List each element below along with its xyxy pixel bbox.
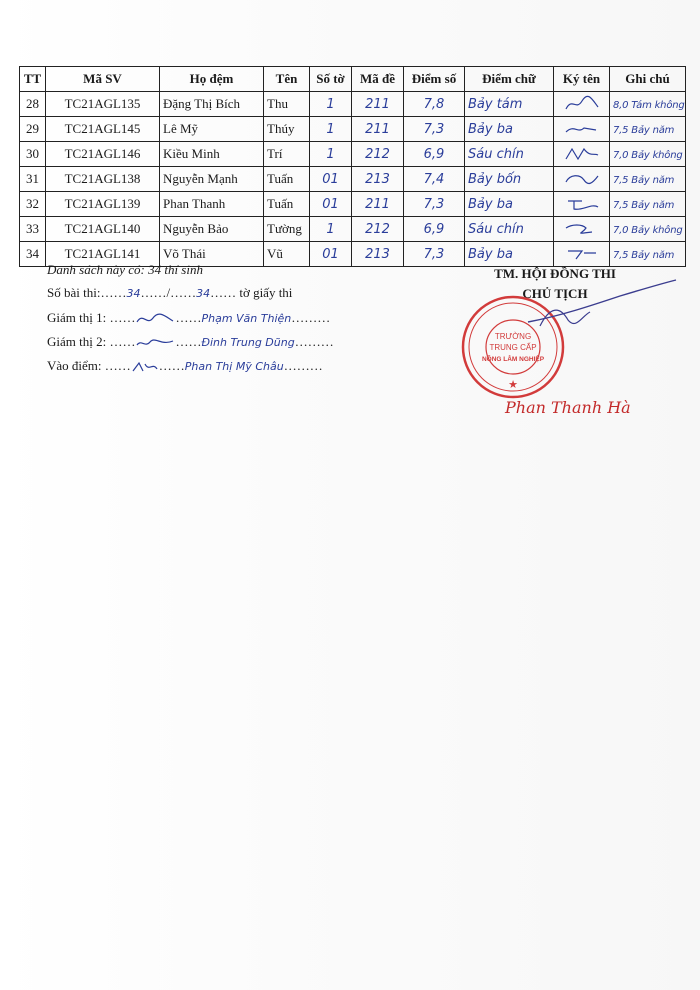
row-ho-dem (160, 167, 264, 192)
row-ma-de (352, 167, 404, 192)
header-ma-sv: Mã SV (46, 67, 160, 92)
row-tt-text: 29 (26, 121, 39, 136)
candidate-count-note: Danh sách này có: 34 thí sinh (47, 262, 203, 277)
row-ho-dem-text: Kiều Minh (163, 146, 220, 161)
row-ma-sv (46, 192, 160, 217)
grades-table (19, 66, 686, 267)
row-so-to-text: 01 (322, 197, 339, 212)
row-ghi-chu (610, 117, 686, 142)
row-signature (554, 92, 610, 117)
row-ghi-chu (610, 242, 686, 267)
row-diem-chu-text: Sáu chín (468, 147, 524, 162)
exam-count-line: Số bài thi:……34……/……34…… tờ giấy thi (47, 285, 293, 300)
row-signature (554, 117, 610, 142)
row-diem-chu (465, 142, 554, 167)
table-row (20, 217, 686, 242)
table-header-row (20, 67, 686, 92)
row-ma-de-text: 213 (365, 247, 390, 262)
row-ghi-chu-text: 7,5 Bảy năm (613, 175, 675, 186)
row-ma-sv (46, 217, 160, 242)
row-signature (554, 192, 610, 217)
council-chair-title: CHỦ TỊCH (522, 286, 588, 301)
row-ma-de-text: 211 (365, 197, 390, 212)
row-diem-chu-text: Bảy ba (468, 197, 513, 212)
row-diem-chu-text: Bảy bốn (468, 172, 522, 187)
row-ma-de-text: 211 (365, 97, 390, 112)
row-ma-de (352, 192, 404, 217)
row-ma-sv (46, 92, 160, 117)
row-ghi-chu (610, 217, 686, 242)
header-ten: Tên (264, 67, 310, 92)
row-diem-chu-text: Sáu chín (468, 222, 524, 237)
row-ma-de (352, 217, 404, 242)
row-diem-so-text: 7,4 (423, 172, 445, 187)
row-tt (20, 217, 46, 242)
row-ten (264, 217, 310, 242)
row-tt-text: 33 (26, 221, 39, 236)
table-row (20, 92, 686, 117)
row-ten (264, 242, 310, 267)
row-signature (554, 142, 610, 167)
row-so-to-text: 1 (326, 97, 335, 112)
invigilator-1-name: Phạm Văn Thiện (201, 312, 292, 325)
table-row (20, 192, 686, 217)
row-ten-text: Tuấn (267, 196, 294, 211)
row-diem-chu (465, 92, 554, 117)
header-so-to: Số tờ (310, 67, 352, 92)
row-diem-so-text: 7,3 (423, 197, 445, 212)
row-ten-text: Thúy (267, 121, 295, 136)
row-tt (20, 142, 46, 167)
invigilator-1-label: Giám thị 1: (47, 310, 107, 325)
row-so-to (310, 167, 352, 192)
row-ma-sv (46, 142, 160, 167)
row-diem-so-text: 6,9 (423, 222, 445, 237)
row-diem-so (404, 117, 465, 142)
row-diem-chu (465, 192, 554, 217)
row-diem-so (404, 217, 465, 242)
exam-count-value-1: 34 (126, 287, 141, 300)
header-diem-so: Điểm số (404, 67, 465, 92)
seal-text-line-1: TRƯỜNG (494, 332, 532, 341)
row-so-to-text: 1 (326, 222, 335, 237)
row-diem-so (404, 192, 465, 217)
row-ho-dem (160, 92, 264, 117)
row-ma-de (352, 242, 404, 267)
student-signature (562, 195, 602, 213)
row-ten (264, 192, 310, 217)
row-ghi-chu-text: 8,0 Tám không (613, 100, 685, 111)
row-ghi-chu (610, 192, 686, 217)
row-diem-so-text: 7,8 (423, 97, 445, 112)
row-tt (20, 167, 46, 192)
invigilator-1-line: Giám thị 1: …… ……Phạm Văn Thiện……… (47, 310, 331, 325)
chairman-signature (520, 276, 680, 336)
row-ghi-chu-text: 7,5 Bảy năm (613, 250, 675, 261)
row-tt (20, 242, 46, 267)
row-ten (264, 167, 310, 192)
student-signature (562, 220, 602, 238)
row-ma-sv (46, 117, 160, 142)
row-ma-de (352, 117, 404, 142)
row-diem-chu (465, 167, 554, 192)
row-diem-so (404, 92, 465, 117)
row-ten (264, 142, 310, 167)
invigilator-2-name: Đinh Trung Dũng (201, 336, 295, 349)
row-ghi-chu (610, 142, 686, 167)
row-ho-dem (160, 117, 264, 142)
row-so-to (310, 217, 352, 242)
exam-count-value-2: 34 (196, 287, 211, 300)
student-signature (562, 170, 602, 188)
student-signature (562, 245, 602, 263)
row-ma-sv-text: TC21AGL146 (64, 146, 141, 161)
score-entry-name: Phan Thị Mỹ Châu (184, 360, 284, 373)
row-ma-de-text: 212 (365, 147, 390, 162)
row-so-to-text: 01 (322, 172, 339, 187)
row-diem-so-text: 7,3 (423, 247, 445, 262)
row-tt-text: 30 (26, 146, 39, 161)
row-so-to (310, 92, 352, 117)
chairman-name: Phan Thanh Hà (505, 398, 631, 417)
row-ho-dem-text: Đặng Thị Bích (163, 96, 241, 111)
council-title: TM. HỘI ĐỒNG THI (494, 266, 616, 281)
row-diem-chu-text: Bảy ba (468, 247, 513, 262)
row-ghi-chu-text: 7,0 Bảy không (613, 150, 683, 161)
seal-text-line-3: NÔNG LÂM NGHIỆP (481, 356, 545, 363)
row-so-to (310, 192, 352, 217)
row-signature (554, 167, 610, 192)
row-ma-sv-text: TC21AGL141 (64, 246, 141, 261)
row-diem-chu (465, 217, 554, 242)
header-ma-de: Mã đề (352, 67, 404, 92)
row-ten-text: Vũ (267, 246, 283, 261)
invigilator-1-signature (135, 312, 175, 326)
row-tt-text: 34 (26, 246, 39, 261)
row-ghi-chu (610, 92, 686, 117)
table-row (20, 117, 686, 142)
score-entry-signature (131, 360, 159, 374)
row-diem-chu-text: Bảy tám (468, 97, 523, 112)
row-diem-so (404, 242, 465, 267)
row-ghi-chu-text: 7,5 Bảy năm (613, 200, 675, 211)
row-so-to-text: 1 (326, 122, 335, 137)
row-tt-text: 31 (26, 171, 39, 186)
row-ma-sv (46, 167, 160, 192)
row-ten (264, 92, 310, 117)
invigilator-2-label: Giám thị 2: (47, 334, 107, 349)
row-diem-chu (465, 117, 554, 142)
row-ma-sv-text: TC21AGL145 (64, 121, 141, 136)
header-ho-dem: Họ đệm (160, 67, 264, 92)
row-diem-so-text: 7,3 (423, 122, 445, 137)
row-ma-de (352, 142, 404, 167)
student-signature (562, 145, 602, 163)
seal-star: ★ (508, 379, 518, 391)
invigilator-2-signature (135, 336, 175, 350)
row-signature (554, 217, 610, 242)
row-ho-dem-text: Nguyễn Mạnh (163, 171, 238, 186)
row-ho-dem (160, 192, 264, 217)
row-ho-dem-text: Võ Thái (163, 246, 206, 261)
header-tt: TT (20, 67, 46, 92)
table-row (20, 167, 686, 192)
row-so-to (310, 142, 352, 167)
row-ho-dem-text: Nguyễn Bảo (163, 221, 229, 236)
row-ghi-chu-text: 7,5 Bảy năm (613, 125, 675, 136)
row-diem-so-text: 6,9 (423, 147, 445, 162)
row-ho-dem (160, 142, 264, 167)
score-entry-line: Vào điểm: …… ……Phan Thị Mỹ Châu……… (47, 358, 323, 373)
row-ghi-chu (610, 167, 686, 192)
row-diem-so (404, 167, 465, 192)
row-so-to-text: 01 (322, 247, 339, 262)
row-ma-sv-text: TC21AGL140 (64, 221, 141, 236)
row-ten-text: Trí (267, 146, 283, 161)
row-diem-so (404, 142, 465, 167)
row-signature (554, 242, 610, 267)
row-ma-sv-text: TC21AGL138 (64, 171, 141, 186)
student-signature (562, 95, 602, 113)
row-tt-text: 28 (26, 96, 39, 111)
row-ghi-chu-text: 7,0 Bảy không (613, 225, 683, 236)
row-ten-text: Tuấn (267, 171, 294, 186)
row-so-to (310, 242, 352, 267)
row-ho-dem-text: Phan Thanh (163, 196, 226, 211)
row-ho-dem-text: Lê Mỹ (163, 121, 199, 136)
exam-count-suffix: tờ giấy thi (239, 285, 293, 300)
header-ky-ten: Ký tên (554, 67, 610, 92)
row-ma-sv-text: TC21AGL135 (64, 96, 141, 111)
row-ma-de (352, 92, 404, 117)
seal-text-line-2: TRUNG CẤP (489, 343, 537, 352)
header-diem-chu: Điểm chữ (465, 67, 554, 92)
row-diem-chu (465, 242, 554, 267)
row-tt (20, 117, 46, 142)
table-row (20, 142, 686, 167)
header-ghi-chu: Ghi chú (610, 67, 686, 92)
exam-count-label: Số bài thi: (47, 285, 101, 300)
score-entry-label: Vào điểm: (47, 358, 102, 373)
row-tt (20, 192, 46, 217)
student-signature (562, 120, 602, 138)
row-ma-sv-text: TC21AGL139 (64, 196, 141, 211)
row-ho-dem (160, 217, 264, 242)
invigilator-2-line: Giám thị 2: …… ……Đinh Trung Dũng……… (47, 334, 334, 349)
row-tt (20, 92, 46, 117)
row-ma-de-text: 211 (365, 122, 390, 137)
row-tt-text: 32 (26, 196, 39, 211)
row-ten-text: Tường (267, 221, 302, 236)
row-ma-de-text: 212 (365, 222, 390, 237)
row-so-to (310, 117, 352, 142)
row-diem-chu-text: Bảy ba (468, 122, 513, 137)
row-so-to-text: 1 (326, 147, 335, 162)
row-ten-text: Thu (267, 96, 288, 111)
row-ma-de-text: 213 (365, 172, 390, 187)
row-ten (264, 117, 310, 142)
